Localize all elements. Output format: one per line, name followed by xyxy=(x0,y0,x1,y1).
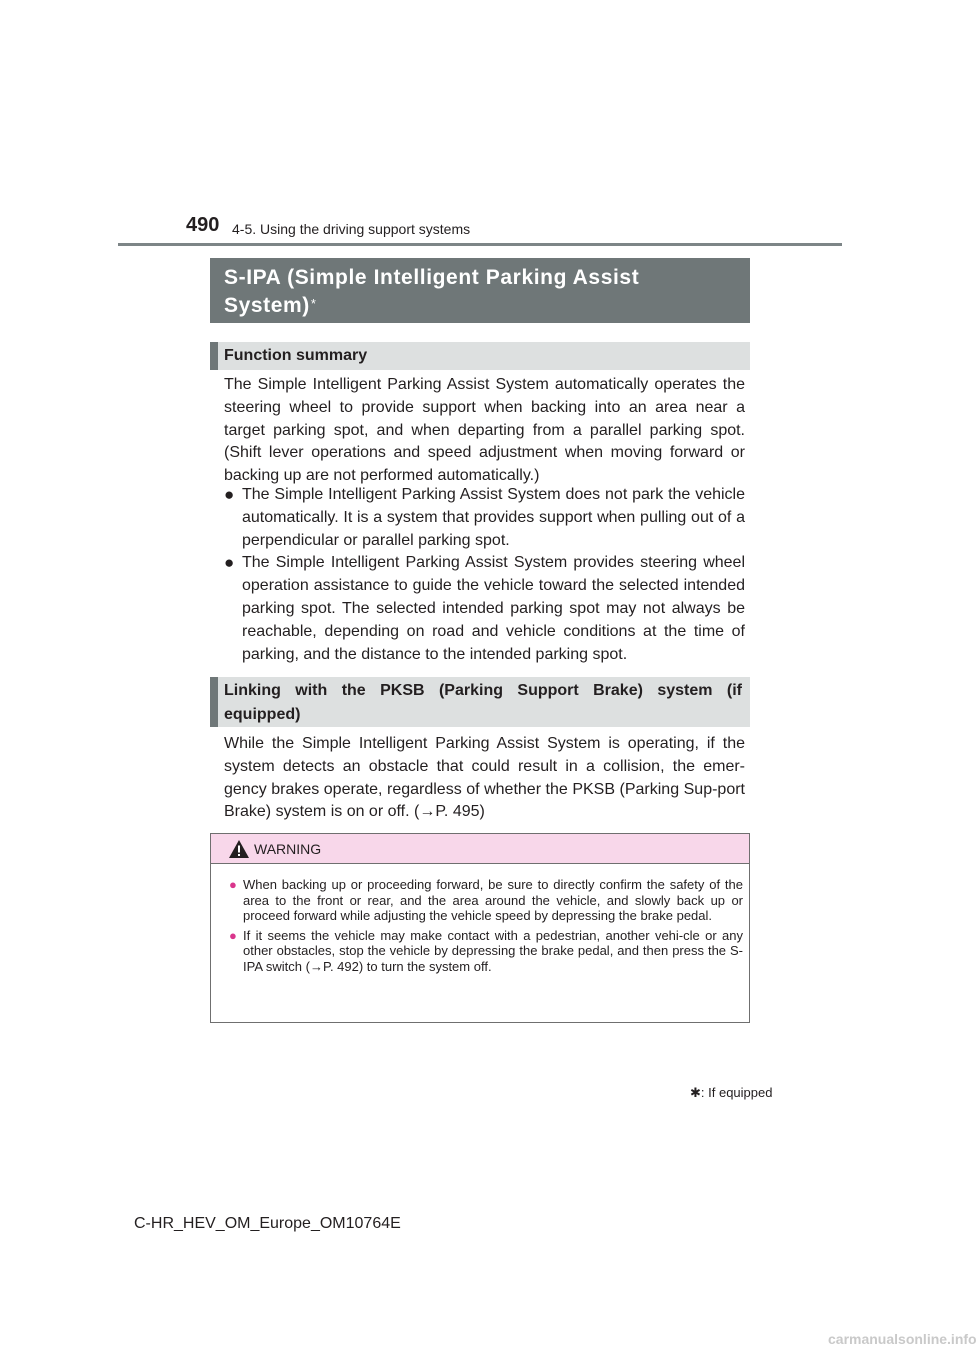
list-item xyxy=(224,484,745,552)
page-number: 490 xyxy=(186,214,220,236)
warning-text: If it seems the vehicle may make contact with a pedestrian, another vehi-cle or any other obstacles, stop the vehicle by depressing the brake pedal, and then press the S-IPA switch (→P. 492) to turn the system off. xyxy=(243,927,743,974)
warning-label: WARNING xyxy=(254,841,322,857)
warning-box xyxy=(210,833,750,1023)
warning-triangle-icon xyxy=(228,839,250,859)
bullet-text: The Simple Intelligent Parking Assist System does not park the vehicle automatically. It is a system that provides support when pulling out of a perpendicular or parallel parking spot. xyxy=(242,486,745,549)
asterisk-icon: ✱ xyxy=(690,1085,701,1100)
linking-heading: Linking with the PKSB (Parking Support Brake) system (if equipped) xyxy=(210,677,750,727)
warning-header xyxy=(211,834,749,864)
list-item xyxy=(229,928,743,975)
warning-list xyxy=(229,877,743,978)
header-rule xyxy=(118,243,842,246)
function-summary-bullets xyxy=(224,484,745,666)
bullet-icon: ● xyxy=(224,485,235,504)
list-item xyxy=(224,552,745,666)
function-summary-heading: Function summary xyxy=(210,342,750,370)
main-heading-line1: S-IPA (Simple Intelligent Parking Assist xyxy=(224,266,640,289)
bullet-icon: ● xyxy=(224,553,235,573)
footnote-marker: * xyxy=(310,296,317,311)
bullet-text: The Simple Intelligent Parking Assist System provides steering wheel operation assistance to guide the vehicle toward the selected intended parking spot. The selected intended parking spot may not always be reachable, depending on road and vehicle conditions at the time of parking, and the distance to the intended parking spot. xyxy=(242,554,745,663)
function-summary-intro: The Simple Intelligent Parking Assist System automatically operates the steering wheel to provide support when backing into an area near a target parking spot, and when departing from a parallel parking spot. (Shift lever operations and speed adjustment when moving forward or backing up are not performed automatically.) xyxy=(224,376,745,485)
main-heading-line2 xyxy=(224,292,750,320)
main-heading-line2-text: System) xyxy=(224,294,310,317)
footnote xyxy=(690,1085,772,1101)
linking-text: While the Simple Intelligent Parking Assist System is operating, if the system detects an obstacle that could result in a collision, the emer-gency brakes operate, regardless of whether the PKSB (Parking Sup-port Brake) system is on or off. (→P. 495) xyxy=(224,735,745,821)
bullet-icon: ● xyxy=(229,877,237,892)
main-heading xyxy=(210,258,750,323)
bullet-icon: ● xyxy=(229,927,237,943)
footnote-text: : If equipped xyxy=(700,1085,773,1100)
list-item xyxy=(229,877,743,924)
watermark: carmanualsonline.info xyxy=(828,1331,977,1347)
document-code: C-HR_HEV_OM_Europe_OM10764E xyxy=(134,1215,401,1232)
warning-text: When backing up or proceeding forward, be sure to directly confirm the safety of the area to the front or rear, and the area around the vehicle, and slowly back up or proceed forward while adjusting the vehicle speed by depressing the brake pedal. xyxy=(243,877,743,923)
section-title: 4-5. Using the driving support systems xyxy=(232,221,471,237)
